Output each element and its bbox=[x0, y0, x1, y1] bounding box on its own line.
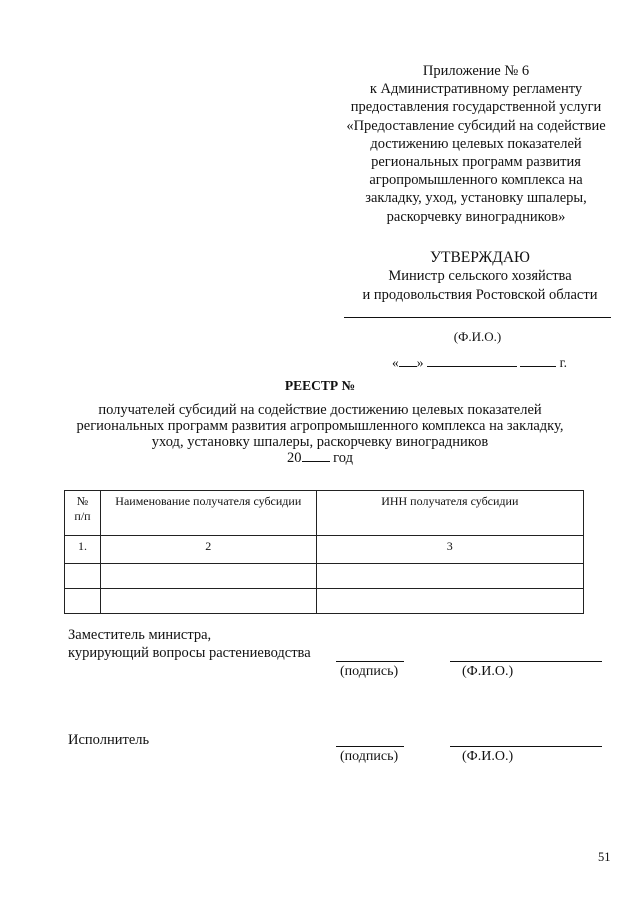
executor-signature-caption: (подпись) bbox=[340, 749, 399, 764]
date-month-blank bbox=[427, 355, 517, 367]
table-cell: 2 bbox=[100, 536, 316, 564]
appendix-header bbox=[330, 62, 622, 226]
table-header-recipient-name: Наименование получателя субсидии bbox=[100, 491, 316, 536]
register-year-blank bbox=[302, 450, 330, 462]
deputy-label-line1: Заместитель министра, bbox=[68, 627, 212, 643]
table-row bbox=[65, 589, 584, 614]
table-cell bbox=[316, 589, 583, 614]
register-desc-line: уход, установку шпалеры, раскорчевку виноградников bbox=[151, 433, 489, 450]
table-cell: 3 bbox=[316, 536, 583, 564]
approval-title: УТВЕРЖДАЮ bbox=[430, 249, 530, 266]
appendix-line: закладку, уход, установку шпалеры, bbox=[365, 190, 587, 207]
table-header-number: № п/п bbox=[65, 491, 101, 536]
page-number: 51 bbox=[598, 850, 611, 864]
executor-fio-caption: (Ф.И.О.) bbox=[462, 749, 514, 764]
register-desc-line: региональных программ развития агропромышленного комплекса на закладку, bbox=[76, 417, 564, 434]
date-day-blank bbox=[399, 355, 417, 367]
register-table bbox=[64, 490, 584, 614]
appendix-line: агропромышленного комплекса на bbox=[369, 172, 583, 189]
deputy-label-line2: курирующий вопросы растениеводства bbox=[68, 644, 311, 661]
appendix-line: раскорчевку виноградников» bbox=[386, 208, 566, 225]
table-row bbox=[65, 564, 584, 589]
appendix-line: к Административному регламенту bbox=[369, 81, 583, 98]
register-year-line bbox=[40, 450, 600, 467]
table-cell bbox=[65, 564, 101, 589]
register-desc-line: получателей субсидий на содействие достижению целевых показателей bbox=[98, 402, 542, 418]
date-year-blank bbox=[520, 355, 556, 367]
appendix-line: «Предоставление субсидий на содействие bbox=[346, 117, 606, 134]
table-header-row bbox=[65, 491, 584, 536]
date-open-quote: « bbox=[392, 355, 399, 370]
deputy-signature-caption: (подпись) bbox=[340, 664, 399, 679]
register-description bbox=[40, 403, 600, 467]
approval-position-line1: Министр сельского хозяйства bbox=[388, 268, 572, 284]
deputy-minister-label bbox=[68, 627, 311, 662]
approval-date bbox=[392, 355, 567, 371]
table-cell: 1. bbox=[65, 536, 101, 564]
date-suffix: г. bbox=[559, 355, 568, 370]
appendix-line: региональных программ развития bbox=[371, 154, 581, 171]
table-cell bbox=[65, 589, 101, 614]
appendix-line: достижению целевых показателей bbox=[370, 135, 582, 152]
table-cell bbox=[100, 564, 316, 589]
approval-position-line2: и продовольствия Ростовской области bbox=[362, 286, 598, 303]
register-year-prefix: 20 bbox=[287, 450, 302, 467]
appendix-line: Приложение № 6 bbox=[422, 63, 530, 79]
table-cell bbox=[316, 564, 583, 589]
register-year-suffix: год bbox=[333, 450, 353, 467]
deputy-signature-line bbox=[336, 661, 404, 662]
deputy-fio-caption: (Ф.И.О.) bbox=[462, 664, 514, 679]
table-cell bbox=[100, 589, 316, 614]
appendix-line: предоставления государственной услуги bbox=[350, 99, 602, 116]
table-header-inn: ИНН получателя субсидии bbox=[316, 491, 583, 536]
executor-label: Исполнитель bbox=[68, 732, 150, 748]
deputy-fio-line bbox=[450, 661, 602, 662]
date-close-quote: » bbox=[416, 355, 424, 370]
executor-fio-line bbox=[450, 746, 602, 747]
approval-fio-caption: (Ф.И.О.) bbox=[453, 329, 502, 344]
executor-signature-line bbox=[336, 746, 404, 747]
register-title: РЕЕСТР № bbox=[284, 378, 356, 393]
approval-signature-line bbox=[344, 317, 611, 318]
approval-block bbox=[330, 248, 630, 304]
table-row bbox=[65, 536, 584, 564]
